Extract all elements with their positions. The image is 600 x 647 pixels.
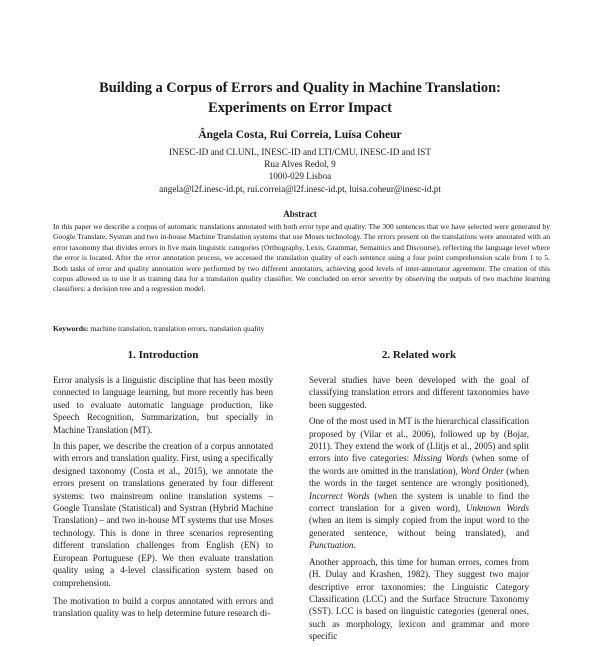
introduction-paragraph-2: In this paper, we describe the creation of a corpus annotated with errors and translation quality. First, using a specifically designed taxonomy (Costa et al., 2015), we annotate the errors present on translations generated by four different systems: two mainstream online translation systems – Google Translate (Statistical) and Systran (Hybrid Machine Translation) – and two in-house MT systems that use Moses technology. This is done in three scenarios representing different translation challenges from English (EN) to European Portuguese (EP). We then evaluate translation quality using a 4-level classification system based on comprehension.	[53, 441, 273, 588]
affiliation-street: Rua Alves Redol, 9	[264, 159, 336, 170]
term-word-order: Word Order	[460, 465, 504, 476]
term-incorrect-words: Incorrect Words	[309, 490, 370, 501]
abstract-heading: Abstract	[283, 209, 317, 219]
introduction-paragraph-1: Error analysis is a linguistic discipline that has been mostly connected to language learning, but more recently has been used to evaluate automatic language production, like Speech Recognition, Summarization, but specially in Machine Translation (MT).	[53, 375, 273, 435]
term-missing-words: Missing Words	[413, 453, 469, 464]
keywords-line	[53, 324, 550, 334]
introduction-paragraph-3: The motivation to build a corpus annotated with errors and translation quality was to help determine future research di-	[53, 595, 273, 619]
introduction-heading: 1. Introduction	[127, 349, 199, 361]
rw-text-f: .	[353, 540, 356, 551]
rw-text-b: (when some of the words are omitted in the translation),	[309, 453, 529, 476]
affiliation-city: 1000-029 Lisboa	[268, 171, 332, 182]
related-work-heading: 2. Related work	[381, 349, 457, 361]
affiliation-institutions: INESC-ID and CLUNL, INESC-ID and LTI/CMU, INESC-ID and IST	[169, 147, 431, 157]
affiliation-block	[40, 146, 560, 195]
author-list: Ângela Costa, Rui Correia, Luísa Coheur	[198, 129, 402, 141]
keywords-text: machine translation, translation errors, translation quality	[90, 324, 265, 333]
term-punctuation: Punctuation	[309, 540, 354, 551]
rw-text-d: (when the system is unable to find the correct translation for a given word),	[309, 490, 529, 514]
rw-text-c: (when the words in the target sentence are wrongly positioned),	[309, 465, 530, 489]
paper-title-line-1: Building a Corpus of Errors and Quality in Machine Translation:	[99, 80, 501, 96]
affiliation-emails: angela@l2f.inesc-id.pt, rui.correia@l2f.inesc-id.pt, luisa.coheur@inesc-id.pt	[159, 183, 441, 194]
related-work-paragraph-1: Several studies have been developed with the goal of classifying translation errors and different taxonomies have been suggested.	[309, 375, 529, 410]
term-unknown-words: Unknown Words	[465, 503, 529, 514]
left-column	[53, 348, 273, 624]
keywords-label: Keywords:	[53, 324, 89, 333]
right-column	[309, 348, 529, 647]
rw-text-a: One of the most used in MT is the hierarchical classification proposed by (Vilar et al., 2006), followed up by (Bojar, 2011). They extend the work of (Llitjs et al., 2005) and split errors into five categories:	[309, 416, 529, 464]
paper-title-line-2: Experiments on Error Impact	[208, 100, 392, 116]
related-work-paragraph-2	[309, 415, 529, 551]
abstract-text: In this paper we describe a corpus of automatic translations annotated with both error type and quality. The 300 sentences that we have selected were generated by Google Translate, Systran and two in-house Machine Translation systems that use Moses technology. The errors present on the translations were annotated with an error taxonomy that divides errors in five main linguistic categories (Orthography, Lexis, Grammar, Semantics and Discourse), reflecting the language level where the error is located. After the error annotation process, we accessed the translation quality of each sentence using a four point comprehension scale from 1 to 5. Both tasks of error and quality annotation were performed by two different annotators, achieving good levels of inter-annotator agreement. The creation of this corpus allowed us to use it as training data for a translation quality classifier. We concluded on error severity by observing the outputs of two machine learning classifiers: a decision tree and a regression model.	[53, 222, 550, 294]
related-work-paragraph-3: Another approach, this time for human errors, comes from (H. Dulay and Krashen, 1982). They suggest two major descriptive error taxonomies: the Linguistic Category Classification (LCC) and the Surface Structure Taxonomy (SST). LCC is based on linguistic categories (general ones, such as morphology, lexicon and grammar and more specific	[309, 556, 529, 642]
rw-text-e: (when an item is simply copied from the input word to the generated sentence, without being translated), and	[309, 515, 529, 538]
